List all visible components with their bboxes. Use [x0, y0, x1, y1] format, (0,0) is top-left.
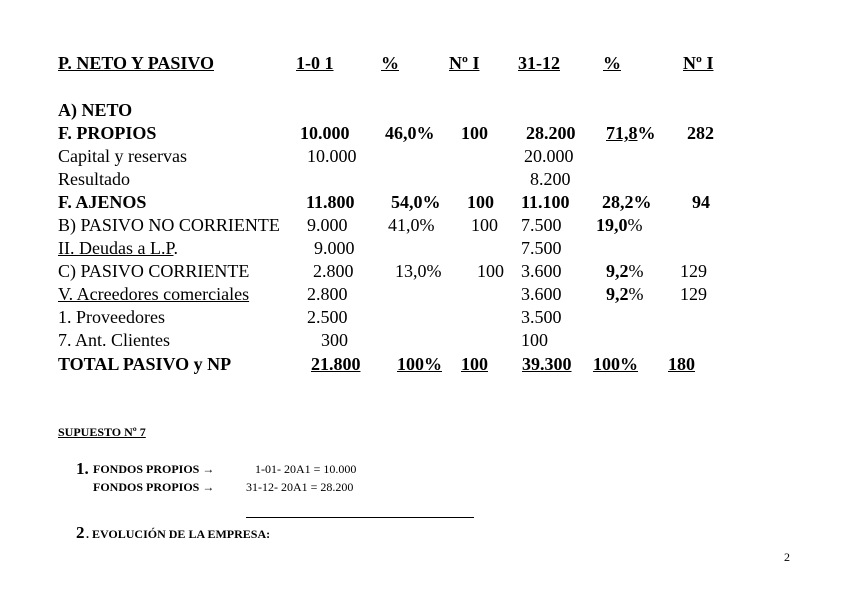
row-total-p2: 100% — [593, 354, 638, 374]
row-pnc-p2: 19,0% — [596, 215, 643, 235]
row-total-label: TOTAL PASIVO y NP — [58, 354, 232, 374]
item1-b-value: 31-12- 20A1 = 28.200 — [246, 480, 354, 494]
divider-line — [246, 517, 474, 518]
row-fpropios-v2: 28.200 — [526, 123, 576, 143]
page-number: 2 — [784, 550, 790, 564]
row-pnc-i1: 100 — [471, 215, 498, 235]
row-pc-i1: 100 — [477, 261, 504, 281]
row-pnc-p1: 41,0% — [388, 215, 435, 235]
row-fajenos-v1: 11.800 — [306, 192, 355, 212]
row-pc-p1: 13,0% — [395, 261, 442, 281]
row-fajenos-i1: 100 — [467, 192, 494, 212]
item1-b-label: FONDOS PROPIOS → — [93, 480, 215, 494]
row-total-i2: 180 — [668, 354, 695, 374]
row-fajenos-label: F. AJENOS — [58, 192, 147, 212]
row-resultado-label: Resultado — [58, 169, 130, 189]
header-col-pct1: % — [381, 53, 399, 73]
row-total-v2: 39.300 — [522, 354, 572, 374]
row-fajenos-p1: 54,0% — [391, 192, 441, 212]
item1-number: 1. — [76, 459, 89, 478]
header-col-date2: 31-12 — [518, 53, 560, 73]
row-clientes-v1: 300 — [321, 330, 348, 350]
row-fajenos-v2: 11.100 — [521, 192, 570, 212]
row-fpropios-v1: 10.000 — [300, 123, 350, 143]
row-deudas-v1: 9.000 — [314, 238, 355, 258]
item2-number: 2 — [76, 523, 85, 542]
row-fpropios-label: F. PROPIOS — [58, 123, 157, 143]
header-col-pct2: % — [603, 53, 621, 73]
supuesto-title: SUPUESTO Nº 7 — [58, 425, 146, 439]
row-pc-i2: 129 — [680, 261, 707, 281]
row-resultado-v2: 8.200 — [530, 169, 571, 189]
row-acreedores-p2: 9,2% — [606, 284, 644, 304]
row-fpropios-i1: 100 — [461, 123, 488, 143]
row-fajenos-p2: 28,2% — [602, 192, 652, 212]
row-pnc-v2: 7.500 — [521, 215, 562, 235]
header-col-date1: 1-0 1 — [296, 53, 334, 73]
row-clientes-label: 7. Ant. Clientes — [58, 330, 170, 350]
row-acreedores-v2: 3.600 — [521, 284, 562, 304]
header-col-index1: Nº I — [449, 53, 480, 73]
table-title: P. NETO Y PASIVO — [58, 53, 215, 73]
row-total-p1: 100% — [397, 354, 442, 374]
row-pc-v2: 3.600 — [521, 261, 562, 281]
row-total-v1: 21.800 — [311, 354, 361, 374]
row-proveedores-v1: 2.500 — [307, 307, 348, 327]
item2-label: . EVOLUCIÓN DE LA EMPRESA: — [86, 527, 271, 541]
row-fpropios-p1: 46,0% — [385, 123, 435, 143]
row-pc-p2: 9,2% — [606, 261, 644, 281]
row-fpropios-i2: 282 — [687, 123, 714, 143]
section-neto: A) NETO — [58, 100, 133, 120]
row-acreedores-label: V. Acreedores comerciales — [58, 284, 250, 304]
row-capital-label: Capital y reservas — [58, 146, 187, 166]
row-pc-label: C) PASIVO CORRIENTE — [58, 261, 250, 281]
item1-a-label: FONDOS PROPIOS → — [93, 462, 215, 476]
row-pnc-label: B) PASIVO NO CORRIENTE — [58, 215, 280, 235]
item1-a-value: 1-01- 20A1 = 10.000 — [255, 462, 357, 476]
row-capital-v1: 10.000 — [307, 146, 357, 166]
row-capital-v2: 20.000 — [524, 146, 574, 166]
row-deudas-label: II. Deudas a L.P. — [58, 238, 178, 258]
row-acreedores-v1: 2.800 — [307, 284, 348, 304]
row-proveedores-v2: 3.500 — [521, 307, 562, 327]
row-fajenos-i2: 94 — [692, 192, 710, 212]
row-proveedores-label: 1. Proveedores — [58, 307, 165, 327]
header-col-index2: Nº I — [683, 53, 714, 73]
row-deudas-v2: 7.500 — [521, 238, 562, 258]
row-pc-v1: 2.800 — [313, 261, 354, 281]
row-fpropios-p2: 71,8% — [606, 123, 656, 143]
row-clientes-v2: 100 — [521, 330, 548, 350]
row-total-i1: 100 — [461, 354, 488, 374]
row-pnc-v1: 9.000 — [307, 215, 348, 235]
row-acreedores-i2: 129 — [680, 284, 707, 304]
